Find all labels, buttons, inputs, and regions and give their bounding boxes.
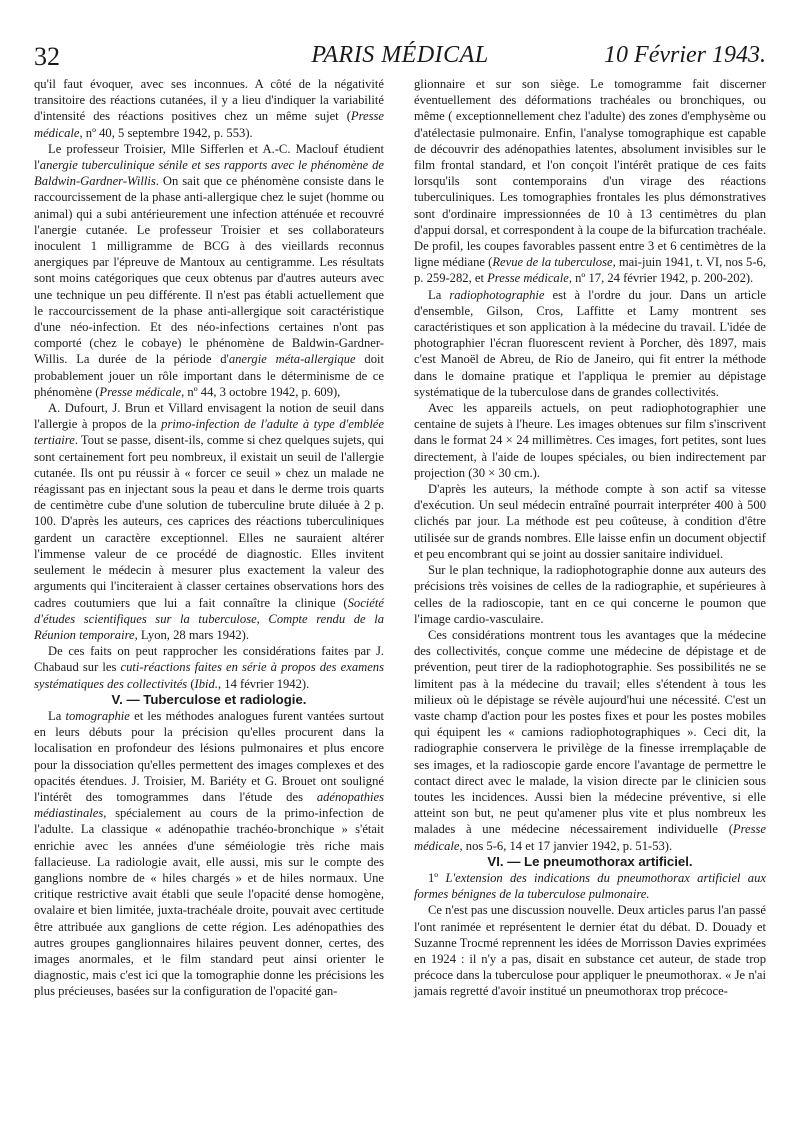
paragraph: glionnaire et sur son siège. Le tomogramme fait discerner éventuellement des déformations trachéales ou bronchiques, ou même ( exceptionnellement chez l'adulte) des zones d'emphysème ou d'atélectasie pulmonaire. Enfin, l'analyse tomographique est capable de découvrir des adénopathies latentes, absolument invisibles sur le film frontal standard, et l'on conçoit l'intérêt pratique de ces faits lorsqu'ils sont contemporains d'un virage des réactions tuberculiniques. Les tomographies frontales les plus démonstratives sont d'ordinaire impressionnées de 10 à 13 centimètres du plan d'appui dorsal, et correspondent à la coupe de la bifurcation trachéale. De profil, les coupes favorables passent entre 3 et 6 centimètres de la ligne médiane (Revue de la tuberculose, mai-juin 1941, t. VI, nos 5-6, p. 259-282, et Presse médicale, nº 17, 24 février 1942, p. 200-202). <box>414 77 766 286</box>
paragraph: A. Dufourt, J. Brun et Villard envisagent la notion de seuil dans l'allergie à propos de la primo-infection de l'adulte à type d'emblée tertiaire. Tout se passe, disent-ils, comme si chez quelques sujets, qui sont certainement fort peu nombreux, il existait un seuil de l'allergie cutanée. Ils ont pu réussir à « forcer ce seuil » chez un malade ne réagissant pas en injectant sous la peau et dans le derme trois quarts de centimètre cube d'une solution de tuberculine brute diluée à 2 p. 100. D'après les auteurs, ces caprices des réactions tuberculiniques gardent un caractère exceptionnel. Elles ne sauraient altérer l'immense valeur de ce procédé de diagnostic. Elles invitent seulement le médecin à mesurer plus exactement la valeur des arguments qui l'inciteraient à classer certaines observations hors des cadres coutumiers que lui a fait connaître la clinique (Société d'études scientifiques sur la tuberculose, Compte rendu de la Réunion temporaire, Lyon, 28 mars 1942). <box>34 401 384 642</box>
journal-title: PARIS MÉDICAL <box>311 42 489 68</box>
paragraph: Le professeur Troisier, Mlle Sifferlen et A.-C. Maclouf étudient l'anergie tuberculinique sénile et ses rapports avec le phénomène de Baldwin-Gardner-Willis. On sait que ce phénomène consiste dans le raccourcissement de la phase anti-allergique chez le sujet (homme ou animal) qui a subi antérieurement une infection atténuée et recouvré l'anergie cutanée. Le professeur Troisier et ses collaborateurs inoculent 1 milligramme de BCG à des vieillards reconnus anergiques par l'épreuve de Mantoux au centigramme. Les résultats sont moins catégoriques que ceux obtenus par d'autres auteurs avec une technique un peu différente. Il n'est pas établi actuellement que le raccourcissement de la phase anti-allergique soit caractéristique d'une néo-infection. Et des néo-infections certaines n'ont pas comporté (chez le cobaye) le phénomène de Baldwin-Gardner-Willis. La durée de la période d'anergie méta-allergique doit probablement jouer un rôle important dans le déterminisme de ce phénomène (Presse médicale, nº 44, 3 octobre 1942, p. 609), <box>34 141 384 399</box>
paragraph: Ce n'est pas une discussion nouvelle. Deux articles parus l'an passé l'ont ranimée et représentent le dernier état du débat. D. Douady et Suzanne Trocmé reprennent les idées de Morrisson Davies exprimées en 1924 : il n'y a pas, disait en substance cet auteur, de stade trop précoce dans la tuberculose pour appliquer le pneumothorax. « Je n'ai jamais regretté d'avoir institué un pneumothorax trop précoce- <box>414 903 766 999</box>
page-header <box>34 38 766 78</box>
paragraph: qu'il faut évoquer, avec ses inconnues. A côté de la négativité transitoire des réactions cutanées, il y a lieu d'indiquer la variabilité d'intensité des réactions positives chez un même sujet (Presse médicale, nº 40, 5 septembre 1942, p. 553). <box>34 77 384 140</box>
page-number: 32 <box>34 42 60 71</box>
paragraph: Sur le plan technique, la radiophotographie donne aux auteurs des précisions très voisines de celles de la radiographie, et supérieures à celles de la radioscopie, tant en ce qui concerne le poumon que l'image cardio-vasculaire. <box>414 563 766 626</box>
right-column <box>414 76 766 1000</box>
paragraph: Avec les appareils actuels, on peut radiophotographier une centaine de sujets à l'heure. Les images obtenues sur film s'inscrivent dans le format 24 × 24 millimètres. Ces images, fort petites, sont lues directement, à l'aide de loupes spéciales, ou bien indirectement par projection (30 × 30 cm.). <box>414 401 766 480</box>
subheading: 1º L'extension des indications du pneumothorax artificiel aux formes bénignes de la tuberculose pulmonaire. <box>414 870 766 902</box>
left-column <box>34 76 384 1000</box>
paragraph: La radiophotographie est à l'ordre du jour. Dans un article d'ensemble, Gilson, Cros, Laffitte et Lamy montrent ses caractéristiques et son application à la médecine du travail. L'idée de photographier l'écran fluorescent revient à Porcher, dès 1897, mais c'est Manoël de Abreu, de Rio de Janeiro, qui fit entrer la méthode dans le domaine pratique et l'appliqua le premier au dépistage systématique de la tuberculose dans de grandes collectivités. <box>414 287 766 399</box>
paragraph: La tomographie et les méthodes analogues furent vantées surtout en leurs débuts pour la précision qu'elles procurent dans la localisation en profondeur des lésions pulmonaires et plus encore pour la dissociation qu'elles permettent des images complexes et des opacités étendues. J. Troisier, M. Bariéty et G. Brouet ont souligné l'intérêt des tomogrammes dans l'étude des adénopathies médiastinales, spécialement au cours de la primo-infection de l'adulte. La classique « adénopathie trachéo-bronchique » s'était enrichie avec les années d'une séméiologie très riche mais fallacieuse. La radiologie avait, elle aussi, mis sur le compte des ganglions nombre de « hiles chargés » et de hiles normaux. Une critique restrictive avait établi que seule l'opacité dense homogène, ovalaire et bien limitée, juxta-trachéale droite, pouvait avec certitude être attribuée aux ganglions de cette région. Les adénopathies des autres groupes ganglionnaires hilaires peuvent donner, certes, des images anormales, et le film standard peut ainsi orienter le diagnostic, mais c'est ici que la tomographie donne les précisions les plus précieuses, basées sur la configuration de l'opacité gan- <box>34 708 384 999</box>
issue-date: 10 Février 1943. <box>604 42 766 68</box>
paragraph: De ces faits on peut rapprocher les considérations faites par J. Chabaud sur les cuti-réactions faites en série à propos des examens systématiques des collectivités (Ibid., 14 février 1942). <box>34 644 385 691</box>
section-heading-v: V. — Tuberculose et radiologie. <box>111 691 307 707</box>
paragraph: D'après les auteurs, la méthode compte à son actif sa vitesse d'exécution. Un seul médecin entraîné pourrait interpréter 400 à 500 clichés par jour. La méthode est peu coûteuse, à condition d'être utilisée sur de grands nombres. Elle laisse enfin un document objectif et peu encombrant qui se joint au dossier sanitaire individuel. <box>414 482 766 561</box>
section-heading-vi: VI. — Le pneumothorax artificiel. <box>487 853 693 869</box>
paragraph: Ces considérations montrent tous les avantages que la médecine des collectivités, conçue comme une médecine de dépistage et de prévention, peut tirer de la radiophotographie. Ses possibilités ne se limitent pas à la médecine du travail; elles s'étendent à tous les milieux où le dépistage se révèle aujourd'hui une nécessité. C'est un vaste champ d'action pour les postes fixes et pour les postes mobiles qui équipent les « camions radiophotographiques ». Ceci dit, la radiographie conservera le privilège de la finesse irremplaçable de ses images, et la radioscopie garde encore l'avantage de permettre le contact direct avec le malade, la vision directe par le clinicien sous toutes les incidences. Aussi bien la médecine préventive, si elle atteint son but, ne peut qu'amener plus vite et plus nombreux les malades à une médecine nécessairement individuelle (Presse médicale, nos 5-6, 14 et 17 janvier 1942, p. 51-53). <box>414 627 766 853</box>
